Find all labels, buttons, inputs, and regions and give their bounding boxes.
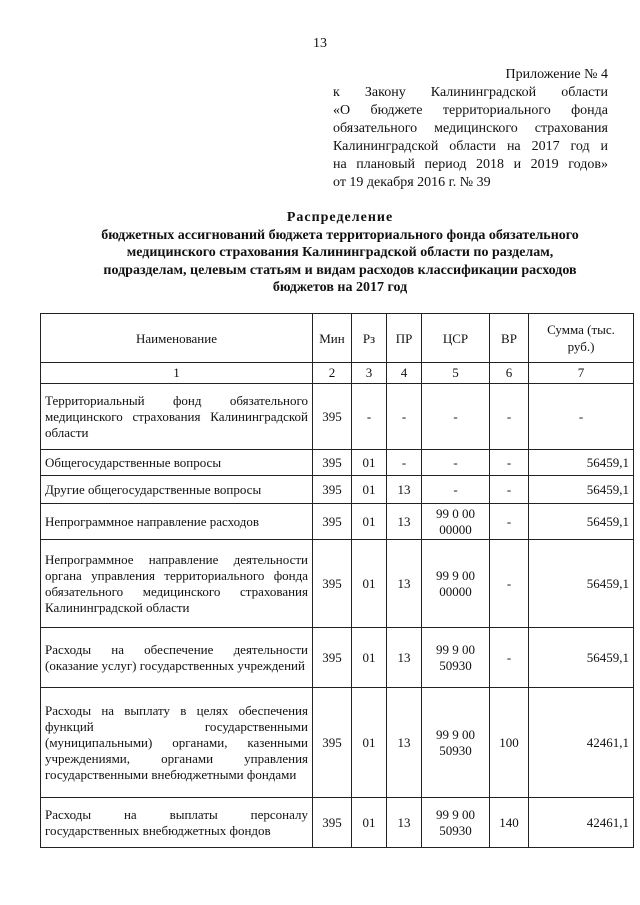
title-heading: Распределение [286, 210, 394, 225]
row-csr: - [422, 384, 490, 450]
row-vr: 140 [490, 798, 529, 848]
row-min: 395 [313, 798, 352, 848]
row-vr: - [490, 540, 529, 628]
column-number-row [41, 363, 634, 384]
row-rz: 01 [352, 628, 387, 688]
header-pr: ПР [387, 314, 422, 363]
header-name: Наименование [41, 314, 313, 363]
appendix-title: Приложение № 4 [505, 67, 608, 82]
row-pr: 13 [387, 798, 422, 848]
column-number: 4 [387, 363, 422, 384]
row-name: Непрограммное направление деятельности органа управления территориального фонда обязательного медицинского страхования Калининградской области [41, 540, 313, 628]
title-line: подразделам, целевым статьям и видам расходов классификации расходов [103, 262, 577, 278]
table-row [41, 540, 634, 628]
row-sum: 56459,1 [529, 476, 634, 504]
row-vr: - [490, 504, 529, 540]
row-csr: - [422, 476, 490, 504]
row-vr: 100 [490, 688, 529, 798]
row-sum: 56459,1 [529, 450, 634, 476]
header-min: Мин [313, 314, 352, 363]
appendix-line: на плановый период 2018 и 2019 годов» [333, 157, 608, 172]
header-rz: Рз [352, 314, 387, 363]
row-rz: 01 [352, 450, 387, 476]
column-number: 3 [352, 363, 387, 384]
row-csr: 99 9 00 50930 [422, 798, 490, 848]
row-name: Другие общегосударственные вопросы [41, 476, 313, 504]
appendix-block [333, 66, 608, 192]
row-name: Расходы на обеспечение деятельности (оказание услуг) государственных учреждений [41, 628, 313, 688]
row-pr: 13 [387, 476, 422, 504]
header-csr: ЦСР [422, 314, 490, 363]
appendix-line: к Закону Калининградской области [333, 85, 608, 100]
row-pr: 13 [387, 504, 422, 540]
row-rz: 01 [352, 476, 387, 504]
appendix-line: «О бюджете территориального фонда [333, 103, 608, 118]
row-csr: 99 9 00 50930 [422, 628, 490, 688]
column-number: 2 [313, 363, 352, 384]
row-csr: 99 0 00 00000 [422, 504, 490, 540]
row-csr: 99 9 00 50930 [422, 688, 490, 798]
appendix-line: обязательного медицинского страхования [333, 121, 608, 136]
title-line: бюджетных ассигнований бюджета территориального фонда обязательного [101, 227, 579, 243]
table-header-row [41, 314, 634, 363]
row-sum: 56459,1 [529, 540, 634, 628]
row-vr: - [490, 476, 529, 504]
appendix-line: от 19 декабря 2016 г. № 39 [333, 175, 491, 190]
row-vr: - [490, 384, 529, 450]
appendix-line: Калининградской области на 2017 год и [333, 139, 608, 154]
table-row [41, 450, 634, 476]
row-rz: 01 [352, 688, 387, 798]
page-number: 13 [313, 36, 327, 51]
row-vr: - [490, 450, 529, 476]
row-rz: 01 [352, 504, 387, 540]
table-row [41, 384, 634, 450]
row-pr: 13 [387, 688, 422, 798]
column-number: 1 [41, 363, 313, 384]
row-pr: - [387, 384, 422, 450]
title-line: медицинского страхования Калининградской области по разделам, [126, 245, 554, 260]
row-min: 395 [313, 450, 352, 476]
row-sum: 42461,1 [529, 798, 634, 848]
row-name: Расходы на выплаты персоналу государственных внебюджетных фондов [41, 798, 313, 848]
header-sum: Сумма (тыс. руб.) [529, 314, 634, 363]
row-name: Расходы на выплату в целях обеспечения функций государственными (муниципальными) органами, казенными учреждениями, органами управления государственными внебюджетными фондами [41, 688, 313, 798]
table-row [41, 628, 634, 688]
row-rz: 01 [352, 540, 387, 628]
table-row [41, 504, 634, 540]
header-vr: ВР [490, 314, 529, 363]
row-sum: 56459,1 [529, 504, 634, 540]
table-row [41, 476, 634, 504]
row-vr: - [490, 628, 529, 688]
column-number: 7 [529, 363, 634, 384]
row-name: Территориальный фонд обязательного медицинского страхования Калининградской области [41, 384, 313, 450]
row-pr: - [387, 450, 422, 476]
table-row [41, 688, 634, 798]
row-pr: 13 [387, 628, 422, 688]
row-rz: - [352, 384, 387, 450]
row-name: Непрограммное направление расходов [41, 504, 313, 540]
column-number: 5 [422, 363, 490, 384]
budget-table [40, 313, 634, 848]
row-csr: - [422, 450, 490, 476]
row-sum: - [529, 384, 634, 450]
row-min: 395 [313, 504, 352, 540]
row-sum: 42461,1 [529, 688, 634, 798]
row-min: 395 [313, 540, 352, 628]
table-row [41, 798, 634, 848]
row-csr: 99 9 00 00000 [422, 540, 490, 628]
title-line: бюджетов на 2017 год [272, 280, 408, 295]
row-min: 395 [313, 688, 352, 798]
row-sum: 56459,1 [529, 628, 634, 688]
row-min: 395 [313, 384, 352, 450]
row-pr: 13 [387, 540, 422, 628]
row-name: Общегосударственные вопросы [41, 450, 313, 476]
row-rz: 01 [352, 798, 387, 848]
row-min: 395 [313, 476, 352, 504]
row-min: 395 [313, 628, 352, 688]
column-number: 6 [490, 363, 529, 384]
document-title [40, 209, 640, 297]
